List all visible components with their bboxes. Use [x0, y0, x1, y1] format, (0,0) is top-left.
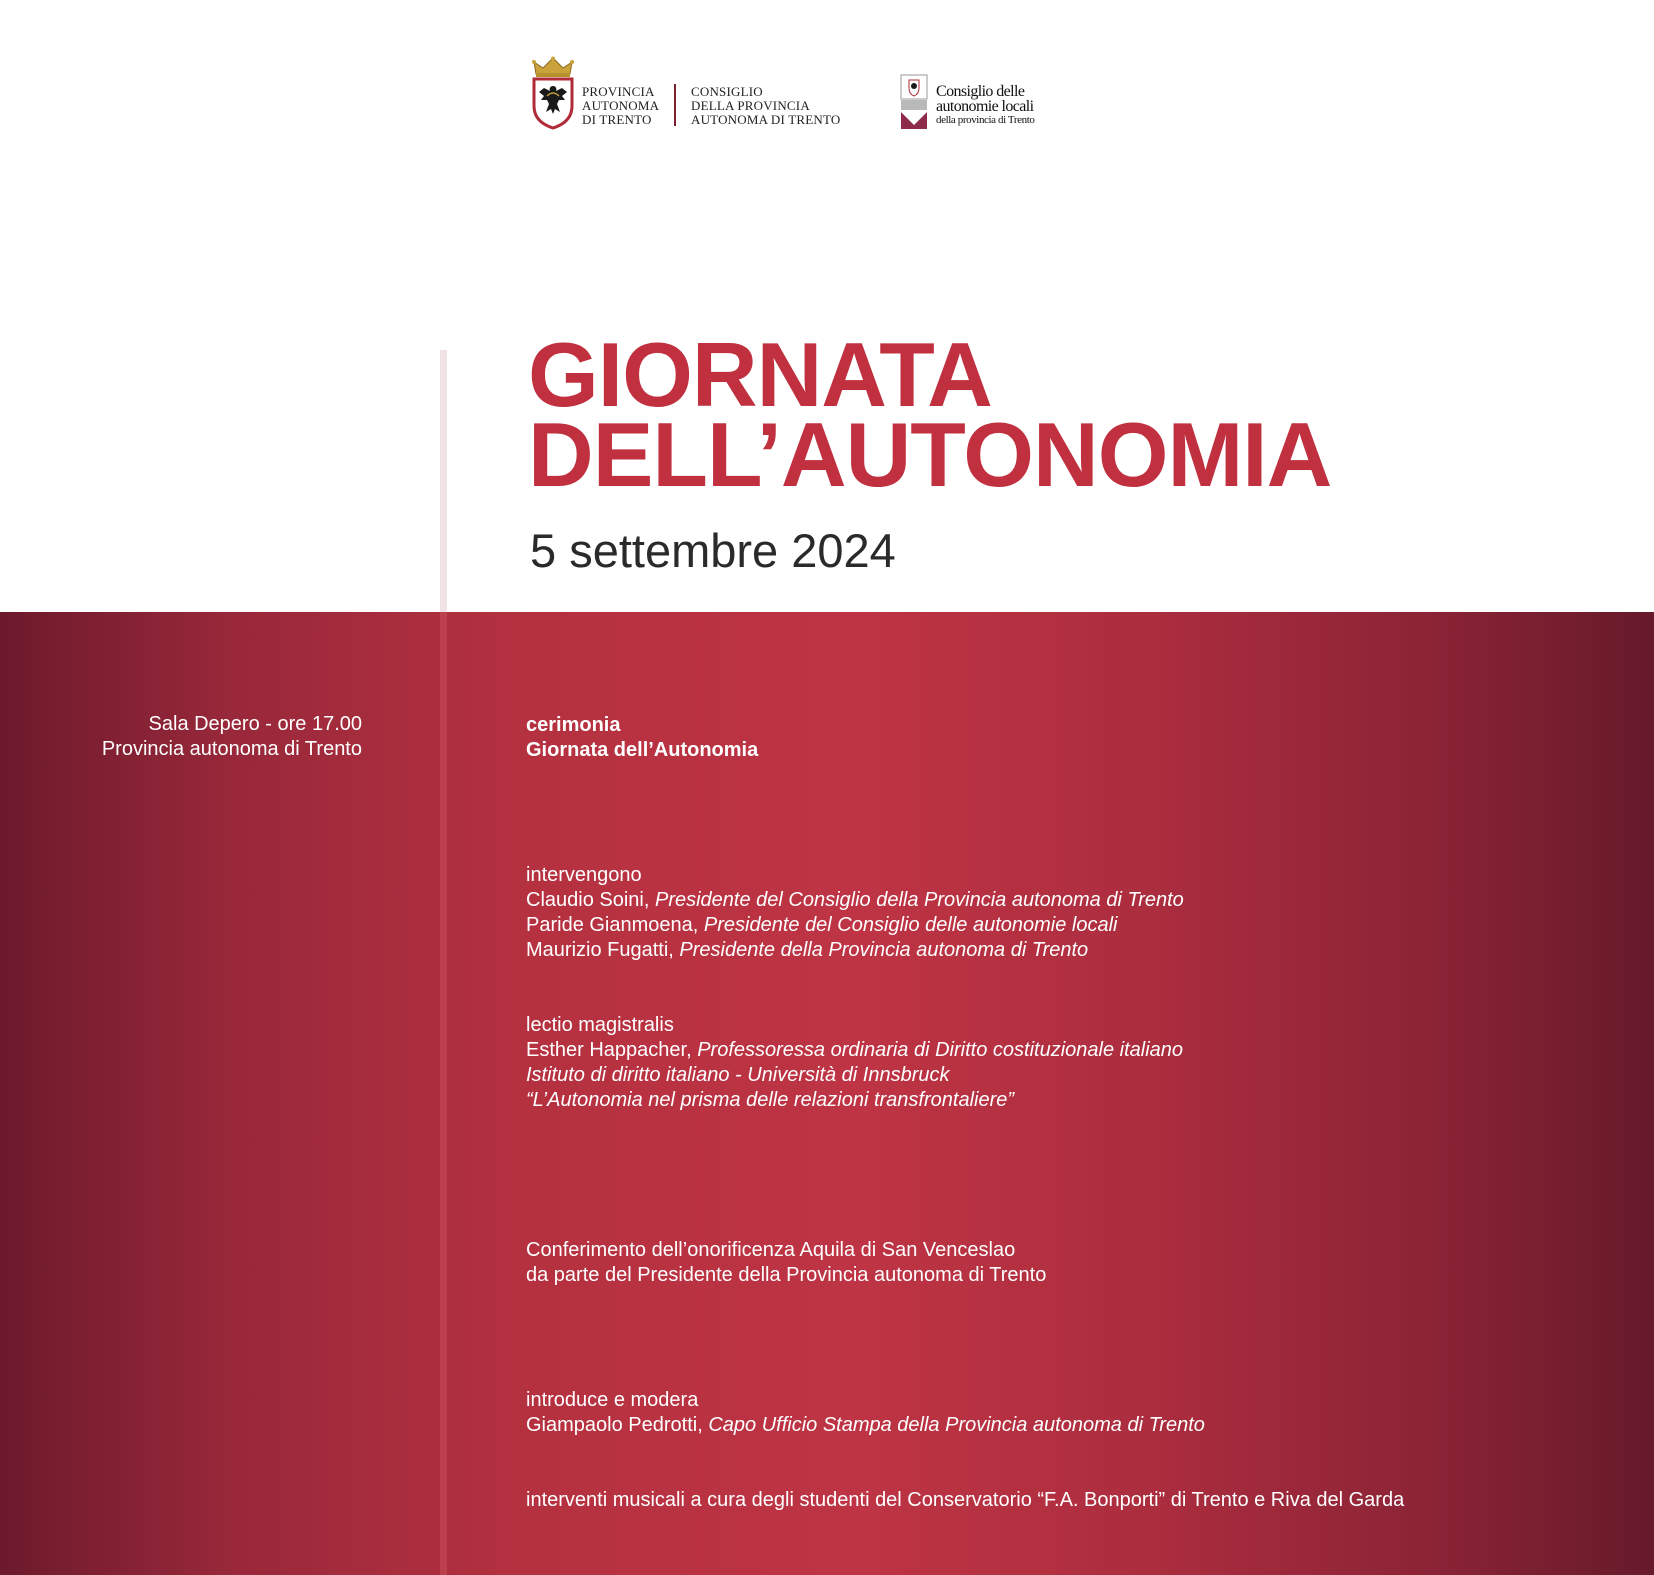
title-line: DELL’AUTONOMIA: [528, 405, 1332, 506]
lectio-section: [526, 1013, 1183, 1113]
lectio-role: Professoressa ordinaria di Diritto costituzionale italiano: [697, 1039, 1184, 1061]
speaker-item: [526, 938, 1184, 963]
ceremony-name: Giornata dell’Autonomia: [526, 739, 759, 761]
speaker-name: Paride Gianmoena,: [526, 914, 699, 936]
consiglio-logo-line: DELLA PROVINCIA: [691, 98, 810, 113]
moderator-item: [526, 1413, 1205, 1438]
music-note: interventi musicali a cura degli studenti del Conservatorio “F.A. Bonporti” di Trento e Riva del Garda: [526, 1489, 1405, 1511]
provincia-logo-line: DI TRENTO: [582, 112, 652, 127]
cal-crest-icon: [900, 74, 928, 130]
award-section: [526, 1238, 1046, 1288]
provincia-logo-line: PROVINCIA: [582, 84, 655, 99]
speaker-item: [526, 888, 1184, 913]
music-section: [526, 1488, 1404, 1513]
speaker-role: Presidente del Consiglio della Provincia autonoma di Trento: [654, 889, 1184, 911]
cal-logo-subline: della provincia di Trento: [936, 114, 1035, 126]
consiglio-autonomie-logo-text: [936, 84, 1034, 126]
cal-logo-line: autonomie locali: [936, 98, 1034, 115]
venue-info: [102, 712, 362, 762]
decorative-vertical-rule: [440, 612, 447, 1575]
consiglio-logo-line: CONSIGLIO: [691, 84, 763, 99]
provincia-logo-text: [582, 85, 659, 127]
consiglio-logo-line: AUTONOMA DI TRENTO: [691, 112, 841, 127]
cal-logo-line: Consiglio delle: [936, 83, 1025, 100]
logo-divider: [674, 84, 676, 126]
lectio-heading: lectio magistralis: [526, 1014, 674, 1036]
moderator-role: Capo Ufficio Stampa della Provincia autonoma di Trento: [708, 1414, 1205, 1436]
page-title: [528, 325, 1332, 506]
trento-eagle-crest-icon: [530, 56, 576, 130]
lectio-name: Esther Happacher,: [526, 1039, 692, 1061]
event-date: 5 settembre 2024: [530, 524, 896, 577]
lectio-speaker: [526, 1038, 1183, 1063]
decorative-vertical-rule: [440, 350, 447, 612]
ceremony-section: [526, 713, 758, 763]
moderator-section: [526, 1388, 1205, 1438]
speakers-section: [526, 863, 1184, 963]
ceremony-label: cerimonia: [526, 714, 621, 736]
provincia-logo-line: AUTONOMA: [582, 98, 660, 113]
speaker-name: Maurizio Fugatti,: [526, 939, 674, 961]
venue-place: Provincia autonoma di Trento: [101, 738, 362, 760]
moderator-name: Giampaolo Pedrotti,: [526, 1414, 703, 1436]
consiglio-provincia-logo-text: [691, 85, 841, 127]
moderator-heading: introduce e modera: [526, 1389, 699, 1411]
lectio-institute: Istituto di diritto italiano - Università di Innsbruck: [526, 1064, 950, 1086]
provincia-autonoma-logo: [530, 56, 850, 132]
speaker-name: Claudio Soini,: [526, 889, 650, 911]
speaker-role: Presidente del Consiglio delle autonomie locali: [703, 914, 1118, 936]
speaker-item: [526, 913, 1184, 938]
lectio-topic: “L’Autonomia nel prisma delle relazioni transfrontaliere”: [526, 1089, 1015, 1111]
award-line: da parte del Presidente della Provincia autonoma di Trento: [526, 1264, 1047, 1286]
consiglio-autonomie-logo: [900, 74, 1060, 134]
speaker-role: Presidente della Provincia autonoma di Trento: [679, 939, 1089, 961]
speakers-heading: intervengono: [526, 864, 642, 886]
award-line: Conferimento dell’onorificenza Aquila di San Venceslao: [526, 1239, 1016, 1261]
venue-time: Sala Depero - ore 17.00: [148, 713, 362, 735]
title-line: GIORNATA: [528, 325, 992, 426]
